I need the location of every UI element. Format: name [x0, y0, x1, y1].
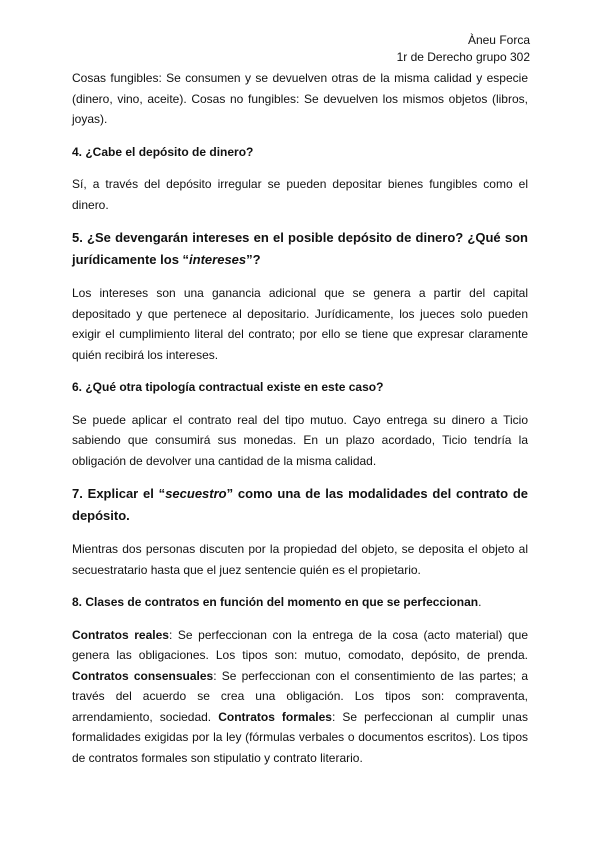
answer-4: Sí, a través del depósito irregular se pueden depositar bienes fungibles como el dinero. — [72, 177, 528, 212]
question-5-end: ”? — [246, 252, 261, 267]
question-5-text: 5. ¿Se devengarán intereses en el posible depósito de dinero? ¿Qué son jurídicamente los “ — [72, 230, 528, 267]
term-contratos-formales: Contratos formales — [218, 709, 332, 724]
author-name: Àneu Forca — [467, 33, 530, 47]
answer-8 — [72, 625, 528, 769]
intro-paragraph: Cosas fungibles: Se consumen y se devuelven otras de la misma calidad y especie (dinero, vino, aceite). Cosas no fungibles: Se devuelven los mismos objetos (libros, joyas). — [72, 71, 528, 126]
course-group: 1r de Derecho grupo 302 — [396, 50, 530, 64]
question-8-text: 8. Clases de contratos en función del momento en que se perfeccionan — [72, 595, 479, 609]
answer-6: Se puede aplicar el contrato real del tipo mutuo. Cayo entrega su dinero a Ticio sabiendo que consumirá sus monedas. En un plazo acordado, Ticio tendría la obligación de devolver una cantidad de la misma calidad. — [72, 412, 528, 468]
question-5 — [72, 227, 528, 271]
answer-5: Los intereses son una ganancia adicional que se genera a partir del capital depositado y que pertenece al depositario. Jurídicamente, los jueces solo pueden exigir el cumplimiento literal del contrato; por ello se tiene que expresar claramente quién recibirá los intereses. — [72, 286, 528, 362]
question-7-text: 7. Explicar el “ — [72, 486, 166, 501]
question-8 — [72, 592, 528, 613]
question-7-emphasis: secuestro — [165, 486, 227, 501]
question-7-end: ” como una de las modalidades del contrato de depósito. — [72, 486, 528, 523]
page-header — [397, 32, 530, 66]
text-contratos-formales: : Se perfeccionan al cumplir unas formalidades exigidas por la ley (fórmulas verbales o documentos escritos). Los tipos de contratos formales son stipulatio y contrato literario. — [72, 709, 528, 765]
document-body — [72, 68, 528, 768]
question-7 — [72, 483, 528, 527]
text-contratos-reales: : Se perfeccionan con la entrega de la cosa (acto material) que genera las obligaciones. Los tipos son: mutuo, comodato, depósito, de prenda. — [72, 627, 528, 662]
text-contratos-consensuales: : Se perfeccionan con el consentimiento de las partes; a través del acuerdo se crea una obligación. Los tipos son: compraventa, arrendamiento, sociedad. — [72, 668, 528, 724]
term-contratos-reales: Contratos reales — [72, 627, 169, 642]
term-contratos-consensuales: Contratos consensuales — [72, 668, 214, 683]
answer-7: Mientras dos personas discuten por la propiedad del objeto, se deposita el objeto al secuestratario hasta que el juez sentencie quién es el propietario. — [72, 542, 528, 577]
question-8-period: . — [478, 595, 482, 609]
question-6: 6. ¿Qué otra tipología contractual existe en este caso? — [72, 380, 384, 394]
question-4: 4. ¿Cabe el depósito de dinero? — [72, 144, 254, 159]
question-5-emphasis: intereses — [189, 252, 247, 267]
